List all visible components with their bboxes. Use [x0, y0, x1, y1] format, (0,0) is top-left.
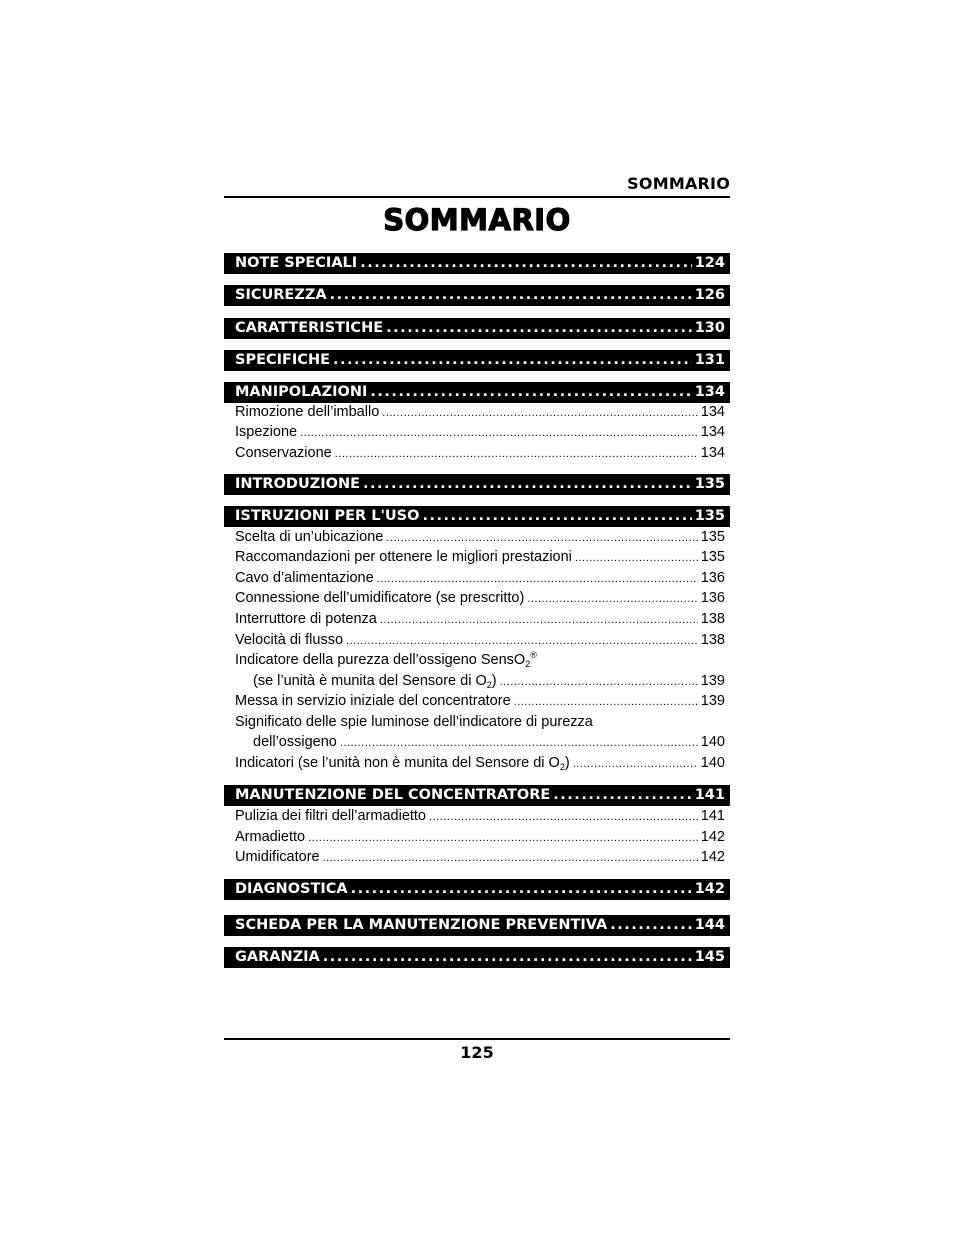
- toc-item-label: Rimozione dell’imballo: [235, 404, 380, 420]
- footer-rule: [224, 1038, 730, 1040]
- page-title: SOMMARIO: [383, 203, 571, 237]
- toc-item-label: (se l’unità è munita del Sensore di $O_2$): [253, 673, 497, 690]
- toc-item-page: 135: [700, 549, 725, 565]
- toc-section-page: 142: [694, 881, 725, 897]
- toc-item-label: Significato delle spie luminose dell’indicatore di purezza: [235, 714, 593, 730]
- toc-item-page: 140: [700, 755, 725, 771]
- toc-item[interactable]: [224, 827, 730, 847]
- toc-section-istruzioni[interactable]: [224, 506, 730, 527]
- toc-item-page: 138: [700, 632, 725, 648]
- toc-item[interactable]: [224, 609, 730, 629]
- toc-item-page: 136: [700, 570, 725, 586]
- toc-section-specifiche[interactable]: [224, 350, 730, 371]
- toc-section-label: NOTE SPECIALI: [235, 255, 358, 271]
- toc-item-label: dell’ossigeno: [253, 734, 337, 750]
- toc-item[interactable]: [224, 402, 730, 422]
- subscript: 2: [559, 762, 565, 772]
- toc-section-page: 126: [694, 287, 725, 303]
- toc-item-label: Pulizia dei filtri dell’armadietto: [235, 808, 426, 824]
- dot-leader: [346, 630, 698, 650]
- toc-item-page: 134: [700, 424, 725, 440]
- toc-section-page: 144: [694, 917, 725, 933]
- toc-item[interactable]: [224, 547, 730, 567]
- page-number: 125: [460, 1043, 494, 1062]
- toc-item[interactable]: [224, 527, 730, 547]
- dot-leader: [386, 527, 697, 547]
- toc-item-label: Messa in servizio iniziale del concentratore: [235, 693, 511, 709]
- toc-section-label: SCHEDA PER LA MANUTENZIONE PREVENTIVA: [235, 917, 608, 933]
- toc-section-page: 135: [694, 476, 725, 492]
- toc-item-heading[interactable]: [224, 712, 730, 732]
- dot-leader: [340, 732, 698, 752]
- dot-leader: [377, 568, 698, 588]
- registered-mark: ®: [530, 650, 537, 660]
- dot-leader: [422, 506, 691, 527]
- toc-item-label: Scelta di un’ubicazione: [235, 529, 384, 545]
- toc-section-introduzione[interactable]: [224, 474, 730, 495]
- toc-item-label: Indicatore della purezza dell’ossigeno SensO$_2$®: [235, 650, 537, 669]
- dot-leader: [363, 474, 692, 495]
- toc-section-page: 134: [694, 384, 725, 400]
- toc-item-page: 141: [700, 808, 725, 824]
- toc-item-page: 142: [700, 829, 725, 845]
- toc-section-page: 130: [694, 320, 725, 336]
- toc-section-manutenzione[interactable]: [224, 785, 730, 806]
- dot-leader: [553, 785, 691, 806]
- dot-leader: [380, 609, 698, 629]
- dot-leader: [527, 588, 697, 608]
- toc-item-page: 140: [700, 734, 725, 750]
- toc-item[interactable]: [224, 568, 730, 588]
- toc-item[interactable]: [224, 671, 730, 691]
- dot-leader: [308, 827, 698, 847]
- toc-item[interactable]: [224, 691, 730, 711]
- toc-section-manipolazioni[interactable]: [224, 382, 730, 403]
- toc-section-page: 124: [694, 255, 725, 271]
- toc-section-label: DIAGNOSTICA: [235, 881, 348, 897]
- toc-item[interactable]: [224, 806, 730, 826]
- toc-section-page: 135: [694, 508, 725, 524]
- toc-section-sicurezza[interactable]: [224, 285, 730, 306]
- toc-item-page: 142: [700, 849, 725, 865]
- toc-section-label: MANIPOLAZIONI: [235, 384, 368, 400]
- toc-item[interactable]: [224, 443, 730, 463]
- toc-section-label: INTRODUZIONE: [235, 476, 360, 492]
- toc-section-note-speciali[interactable]: [224, 253, 730, 274]
- header-rule: [224, 196, 730, 198]
- dot-leader: [575, 547, 698, 567]
- toc-section-label: SICUREZZA: [235, 287, 327, 303]
- toc-item-label: Ispezione: [235, 424, 298, 440]
- toc-section-label: SPECIFICHE: [235, 352, 330, 368]
- toc-section-scheda[interactable]: [224, 915, 730, 936]
- toc-section-garanzia[interactable]: [224, 947, 730, 968]
- toc-section-page: 141: [694, 787, 725, 803]
- toc-item-page: 134: [700, 404, 725, 420]
- toc-section-diagnostica[interactable]: [224, 879, 730, 900]
- subscript: 2: [525, 659, 531, 669]
- toc-item-label: Umidificatore: [235, 849, 320, 865]
- dot-leader: [610, 915, 692, 936]
- toc-item-label: Raccomandazioni per ottenere le migliori prestazioni: [235, 549, 572, 565]
- dot-leader: [335, 443, 698, 463]
- subscript: 2: [486, 680, 492, 690]
- toc-item[interactable]: [224, 732, 730, 752]
- toc-item-label: Velocità di flusso: [235, 632, 344, 648]
- toc-item[interactable]: [224, 422, 730, 442]
- dot-leader: [300, 422, 698, 442]
- dot-leader: [514, 691, 698, 711]
- toc-item-senso2-heading[interactable]: [224, 650, 730, 670]
- dot-leader: [330, 285, 692, 306]
- toc-item-page: 139: [700, 693, 725, 709]
- dot-leader: [386, 318, 692, 339]
- dot-leader: [351, 879, 692, 900]
- dot-leader: [333, 350, 692, 371]
- toc-item-label: Armadietto: [235, 829, 306, 845]
- dot-leader: [360, 253, 692, 274]
- dot-leader: [429, 806, 698, 826]
- toc-section-caratteristiche[interactable]: [224, 318, 730, 339]
- toc-item-page: 139: [700, 673, 725, 689]
- toc-item[interactable]: [224, 847, 730, 867]
- toc-item[interactable]: [224, 630, 730, 650]
- running-header: SOMMARIO: [627, 174, 730, 193]
- toc-section-page: 131: [694, 352, 725, 368]
- toc-item-page: 136: [700, 590, 725, 606]
- dot-leader: [370, 382, 691, 403]
- toc-section-page: 145: [694, 949, 725, 965]
- toc-item-page: 138: [700, 611, 725, 627]
- toc-section-label: MANUTENZIONE DEL CONCENTRATORE: [235, 787, 551, 803]
- toc-item[interactable]: [224, 588, 730, 608]
- dot-leader: [382, 402, 698, 422]
- toc-item-page: 135: [700, 529, 725, 545]
- toc-item-label: Conservazione: [235, 445, 332, 461]
- dot-leader: [573, 753, 698, 773]
- toc-section-label: GARANZIA: [235, 949, 320, 965]
- toc-item-label: Cavo d’alimentazione: [235, 570, 374, 586]
- toc-item-page: 134: [700, 445, 725, 461]
- toc-item[interactable]: [224, 753, 730, 773]
- toc-section-label: ISTRUZIONI PER L'USO: [235, 508, 420, 524]
- toc-item-label: Indicatori (se l’unità non è munita del Sensore di $O_2$): [235, 755, 570, 772]
- dot-leader: [323, 847, 698, 867]
- toc-section-label: CARATTERISTICHE: [235, 320, 384, 336]
- toc-item-label: Connessione dell’umidificatore (se prescritto): [235, 590, 525, 606]
- dot-leader: [323, 947, 692, 968]
- toc-item-label: Interruttore di potenza: [235, 611, 377, 627]
- dot-leader: [500, 671, 698, 691]
